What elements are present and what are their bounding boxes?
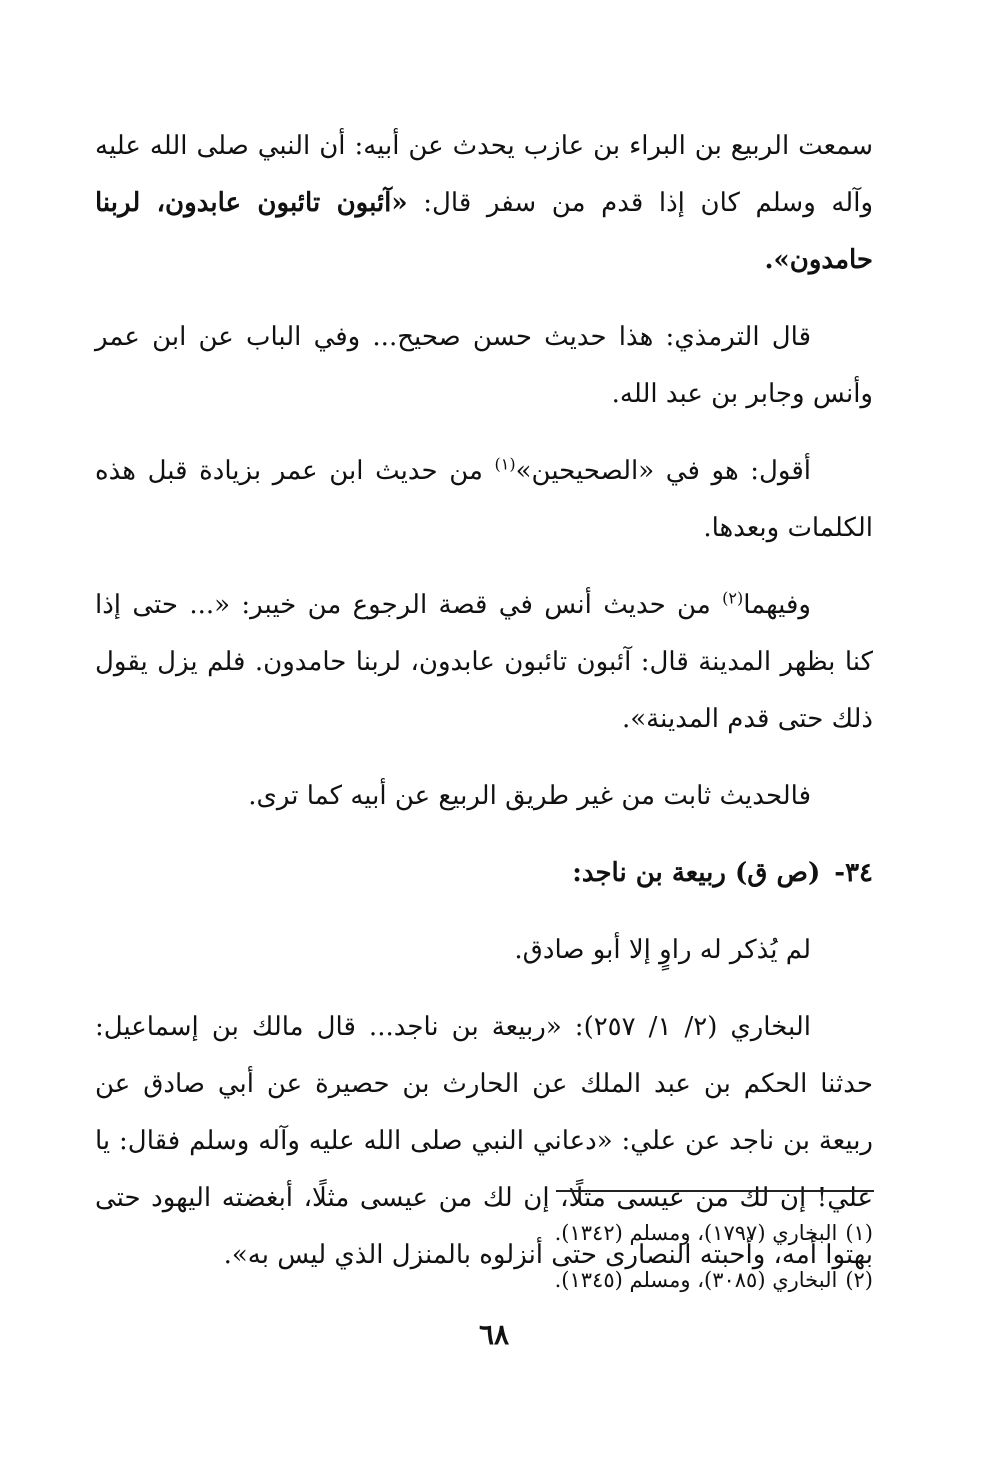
footnote-ref-1: (١)	[494, 454, 516, 474]
page-number: ٦٨	[478, 1318, 510, 1351]
paragraph-2: قال الترمذي: هذا حديث حسن صحيح... وفي الباب عن ابن عمر وأنس وجابر بن عبد الله.	[95, 322, 873, 409]
footnote-text: البخاري (٣٠٨٥)، ومسلم (١٣٤٥).	[554, 1268, 838, 1292]
footnotes	[95, 1210, 873, 1304]
section-title: (ص ق) ربيعة بن ناجد:	[572, 858, 821, 888]
footnote-text: البخاري (١٧٩٧)، ومسلم (١٣٤٢).	[554, 1221, 838, 1245]
section-number: ٣٤-	[834, 858, 873, 888]
paragraph-3	[95, 443, 873, 557]
paragraph-4	[95, 577, 873, 748]
footnote-separator	[556, 1190, 874, 1192]
paragraph-1-text: سمعت الربيع بن البراء بن عازب يحدث عن أبيه: أن النبي صلى الله عليه وآله وسلم كان إذا قدم من سفر قال:	[95, 131, 874, 218]
section-heading	[95, 845, 873, 902]
paragraph-3-text-a: أقول: هو في «الصحيحين»	[515, 456, 811, 486]
footnote-1	[95, 1210, 873, 1257]
main-text	[95, 118, 873, 1304]
paragraph-1	[95, 118, 873, 289]
paragraph-3-text-b: من حديث ابن عمر بزيادة قبل هذه الكلمات وبعدها.	[95, 456, 873, 543]
paragraph-5: فالحديث ثابت من غير طريق الربيع عن أبيه كما ترى.	[248, 781, 811, 811]
paragraph-4-text-b: من حديث أنس في قصة الرجوع من خيبر: «... حتى إذا كنا بظهر المدينة قال: آئبون تائبون عابدون، لربنا حامدون. فلم يزل يقول ذلك حتى قدم المدينة».	[95, 590, 873, 734]
footnote-marker: (١)	[845, 1221, 873, 1245]
paragraph-4-text-a: وفيهما	[743, 590, 811, 620]
footnote-ref-2: (٢)	[722, 588, 744, 608]
paragraph-6: لم يُذكر له راوٍ إلا أبو صادق.	[514, 935, 811, 965]
hadith-quote: «آئبون تائبون عابدون، لربنا حامدون».	[95, 188, 873, 275]
paragraph-7: البخاري (٢/ ١/ ٢٥٧): «ربيعة بن ناجد... قال مالك بن إسماعيل: حدثنا الحكم بن عبد الملك عن الحارث بن حصيرة عن أبي صادق عن ربيعة بن ناجد عن علي: «دعاني النبي صلى الله عليه وآله وسلم فقال: يا علي! إن لك من عيسى مثلًا، إن لك من عيسى مثلًا، أبغضته اليهود حتى بهتوا أمه، وأحبته النصارى حتى أنزلوه بالمنزل الذي ليس به».	[95, 1012, 873, 1270]
footnote-2	[95, 1257, 873, 1304]
footnote-marker: (٢)	[845, 1268, 873, 1292]
